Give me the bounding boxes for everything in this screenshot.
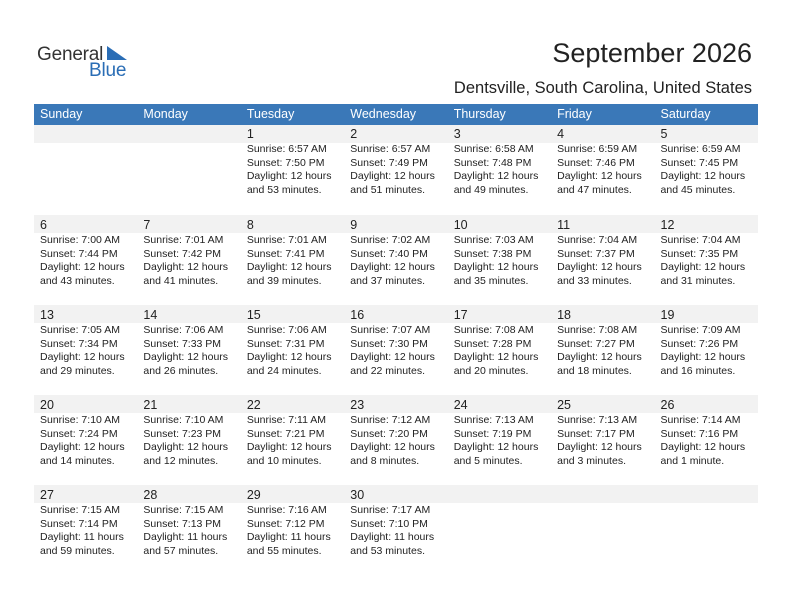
sunrise-time: Sunrise: 7:06 AM [246, 324, 327, 336]
day-info [143, 234, 240, 288]
daylight-hours: Daylight: 12 hours [453, 170, 539, 182]
day-number: 13 [40, 308, 54, 322]
logo-text-blue: Blue [89, 60, 127, 81]
day-info [454, 234, 551, 288]
sunrise-time: Sunrise: 7:15 AM [40, 504, 120, 516]
sunrise-time: Sunrise: 7:03 AM [453, 234, 534, 246]
sunset-time: Sunset: 7:44 PM [40, 247, 118, 260]
daylight-hours: Daylight: 11 hours [350, 531, 435, 543]
daylight-minutes: and 49 minutes. [453, 183, 529, 196]
sunrise-time: Sunrise: 7:04 AM [660, 234, 741, 246]
day-cell [551, 395, 654, 485]
daylight-hours: Daylight: 12 hours [246, 170, 332, 182]
daylight-hours: Daylight: 12 hours [40, 261, 125, 273]
page-title: September 2026 [552, 38, 752, 68]
daylight-minutes: and 47 minutes. [557, 183, 632, 196]
day-cell [448, 395, 551, 485]
day-info [247, 504, 344, 558]
day-cell [655, 305, 758, 395]
daylight-hours: Daylight: 12 hours [350, 351, 435, 363]
daylight-minutes: and 1 minute. [660, 454, 725, 467]
daylight-minutes: and 31 minutes. [660, 274, 736, 287]
day-info [247, 234, 344, 288]
day-info [557, 414, 654, 468]
day-number: 27 [40, 488, 54, 502]
location-subtitle: Dentsville, South Carolina, United States [453, 79, 752, 97]
daylight-hours: Daylight: 12 hours [143, 261, 229, 273]
day-cell [655, 395, 758, 485]
sunset-time: Sunset: 7:37 PM [557, 247, 635, 260]
sunset-time: Sunset: 7:12 PM [246, 517, 325, 530]
weekday-friday: Friday [557, 107, 592, 121]
day-info [661, 234, 758, 288]
sunset-time: Sunset: 7:21 PM [246, 427, 325, 440]
sunrise-time: Sunrise: 7:10 AM [40, 414, 120, 426]
sunrise-time: Sunrise: 7:04 AM [557, 234, 638, 246]
sunrise-time: Sunrise: 7:13 AM [453, 414, 534, 426]
day-info [350, 414, 447, 468]
daylight-minutes: and 37 minutes. [350, 274, 425, 287]
daylight-hours: Daylight: 12 hours [350, 170, 435, 182]
day-cell [137, 305, 240, 395]
sunrise-time: Sunrise: 7:16 AM [246, 504, 327, 516]
sunrise-time: Sunrise: 7:14 AM [660, 414, 741, 426]
day-number: 23 [350, 398, 365, 412]
daylight-hours: Daylight: 12 hours [453, 261, 539, 273]
day-number: 25 [557, 398, 572, 412]
day-info [350, 143, 447, 197]
day-number: 18 [557, 308, 572, 322]
daylight-hours: Daylight: 12 hours [557, 170, 642, 182]
day-number: 30 [350, 488, 365, 502]
day-number: 24 [453, 398, 468, 412]
daylight-hours: Daylight: 12 hours [557, 351, 642, 363]
daylight-hours: Daylight: 12 hours [246, 441, 332, 453]
calendar-week-row [34, 305, 758, 395]
day-info [40, 504, 137, 558]
daylight-hours: Daylight: 11 hours [40, 531, 124, 543]
sunrise-time: Sunrise: 7:00 AM [40, 234, 120, 246]
daylight-hours: Daylight: 11 hours [143, 531, 228, 543]
sunset-time: Sunset: 7:40 PM [350, 247, 428, 260]
day-cell [34, 215, 137, 305]
sunrise-time: Sunrise: 6:59 AM [557, 143, 638, 155]
sunset-time: Sunset: 7:10 PM [350, 517, 428, 530]
daylight-hours: Daylight: 11 hours [246, 531, 331, 543]
day-info [454, 414, 551, 468]
day-cell [551, 305, 654, 395]
daylight-minutes: and 5 minutes. [453, 454, 523, 467]
day-cell [137, 395, 240, 485]
daylight-hours: Daylight: 12 hours [143, 351, 229, 363]
daylight-hours: Daylight: 12 hours [40, 441, 125, 453]
daylight-minutes: and 12 minutes. [143, 454, 219, 467]
day-cell [137, 215, 240, 305]
day-info [40, 414, 137, 468]
calendar-week-row [34, 125, 758, 215]
day-number: 10 [453, 218, 468, 232]
day-info [40, 324, 137, 378]
sunrise-time: Sunrise: 7:01 AM [246, 234, 327, 246]
calendar-week-row [34, 485, 758, 575]
daylight-hours: Daylight: 12 hours [660, 170, 746, 182]
day-number: 29 [246, 488, 261, 502]
weekday-monday: Monday [143, 107, 188, 121]
sunset-time: Sunset: 7:17 PM [557, 427, 635, 440]
calendar-week-row [34, 215, 758, 305]
day-info [40, 234, 137, 288]
daylight-hours: Daylight: 12 hours [453, 351, 539, 363]
sunset-time: Sunset: 7:31 PM [246, 337, 325, 350]
day-cell [344, 395, 447, 485]
day-number: 3 [453, 127, 461, 141]
daylight-minutes: and 22 minutes. [350, 364, 425, 377]
daylight-hours: Daylight: 12 hours [557, 441, 642, 453]
day-cell [34, 485, 137, 575]
sunrise-time: Sunrise: 7:09 AM [660, 324, 741, 336]
day-info [661, 143, 758, 197]
sunrise-time: Sunrise: 7:08 AM [557, 324, 638, 336]
day-info [143, 504, 240, 558]
sunrise-time: Sunrise: 7:11 AM [246, 414, 327, 426]
daylight-hours: Daylight: 12 hours [453, 441, 539, 453]
sunset-time: Sunset: 7:26 PM [660, 337, 739, 350]
daylight-hours: Daylight: 12 hours [350, 261, 435, 273]
weekday-wednesday: Wednesday [350, 107, 417, 121]
sunrise-time: Sunrise: 7:02 AM [350, 234, 431, 246]
day-number: 16 [350, 308, 365, 322]
day-info [247, 324, 344, 378]
sunset-time: Sunset: 7:48 PM [453, 156, 532, 169]
daylight-hours: Daylight: 12 hours [660, 351, 746, 363]
day-number: 26 [660, 398, 675, 412]
sunrise-time: Sunrise: 7:06 AM [143, 324, 224, 336]
daylight-hours: Daylight: 12 hours [660, 441, 746, 453]
day-info [557, 143, 654, 197]
day-info [247, 143, 344, 197]
day-info [350, 234, 447, 288]
day-cell [344, 125, 447, 215]
day-number: 11 [557, 218, 571, 232]
sunrise-time: Sunrise: 7:12 AM [350, 414, 431, 426]
day-number: 17 [453, 308, 468, 322]
day-cell [551, 125, 654, 215]
brand-logo [37, 44, 137, 80]
weekday-thursday: Thursday [453, 107, 506, 121]
sunrise-time: Sunrise: 6:59 AM [660, 143, 741, 155]
day-info [247, 414, 344, 468]
sunset-time: Sunset: 7:50 PM [246, 156, 325, 169]
sunrise-time: Sunrise: 7:08 AM [453, 324, 534, 336]
sunset-time: Sunset: 7:23 PM [143, 427, 222, 440]
day-number: 8 [246, 218, 254, 232]
day-number: 7 [143, 218, 151, 232]
daylight-minutes: and 3 minutes. [557, 454, 626, 467]
sunrise-time: Sunrise: 7:05 AM [40, 324, 120, 336]
daylight-minutes: and 55 minutes. [246, 544, 322, 557]
day-number: 15 [246, 308, 261, 322]
day-info [454, 143, 551, 197]
day-cell [655, 215, 758, 305]
daylight-hours: Daylight: 12 hours [350, 441, 435, 453]
day-number: 5 [660, 127, 668, 141]
sunset-time: Sunset: 7:42 PM [143, 247, 222, 260]
sunset-time: Sunset: 7:13 PM [143, 517, 222, 530]
daylight-minutes: and 10 minutes. [246, 454, 322, 467]
daylight-minutes: and 18 minutes. [557, 364, 632, 377]
sunrise-time: Sunrise: 7:13 AM [557, 414, 638, 426]
sunset-time: Sunset: 7:33 PM [143, 337, 222, 350]
daylight-minutes: and 14 minutes. [40, 454, 115, 467]
weekday-saturday: Saturday [660, 107, 711, 121]
daylight-minutes: and 39 minutes. [246, 274, 322, 287]
day-info [557, 234, 654, 288]
sunset-time: Sunset: 7:19 PM [453, 427, 532, 440]
daylight-hours: Daylight: 12 hours [143, 441, 229, 453]
sunset-time: Sunset: 7:27 PM [557, 337, 635, 350]
daylight-minutes: and 29 minutes. [40, 364, 115, 377]
daylight-minutes: and 33 minutes. [557, 274, 632, 287]
sunset-time: Sunset: 7:14 PM [40, 517, 118, 530]
logo-text-general: General [37, 44, 104, 65]
daylight-minutes: and 51 minutes. [350, 183, 425, 196]
calendar-week-row [34, 395, 758, 485]
day-cell [448, 125, 551, 215]
day-number: 22 [246, 398, 261, 412]
daylight-minutes: and 53 minutes. [246, 183, 322, 196]
sunrise-time: Sunrise: 6:58 AM [453, 143, 534, 155]
day-cell [241, 125, 344, 215]
day-cell [344, 485, 447, 575]
day-number: 28 [143, 488, 158, 502]
daylight-minutes: and 41 minutes. [143, 274, 219, 287]
day-info [143, 414, 240, 468]
daylight-minutes: and 8 minutes. [350, 454, 420, 467]
calendar-grid [34, 125, 758, 575]
sunset-time: Sunset: 7:20 PM [350, 427, 428, 440]
daylight-minutes: and 16 minutes. [660, 364, 736, 377]
weekday-tuesday: Tuesday [246, 107, 295, 121]
sunrise-time: Sunrise: 6:57 AM [350, 143, 431, 155]
day-cell [655, 125, 758, 215]
daylight-minutes: and 24 minutes. [246, 364, 322, 377]
daylight-minutes: and 45 minutes. [660, 183, 736, 196]
day-info [350, 324, 447, 378]
day-number: 14 [143, 308, 158, 322]
sunrise-time: Sunrise: 6:57 AM [246, 143, 327, 155]
day-number: 4 [557, 127, 565, 141]
day-number: 2 [350, 127, 358, 141]
day-cell [137, 485, 240, 575]
sunset-time: Sunset: 7:34 PM [40, 337, 118, 350]
daylight-minutes: and 26 minutes. [143, 364, 219, 377]
day-number: 19 [660, 308, 675, 322]
sunrise-time: Sunrise: 7:01 AM [143, 234, 224, 246]
sunset-time: Sunset: 7:38 PM [453, 247, 532, 260]
day-info [661, 414, 758, 468]
daylight-hours: Daylight: 12 hours [246, 351, 332, 363]
day-cell [448, 215, 551, 305]
day-cell [344, 215, 447, 305]
sunset-time: Sunset: 7:24 PM [40, 427, 118, 440]
daylight-hours: Daylight: 12 hours [246, 261, 332, 273]
day-number: 20 [40, 398, 54, 412]
sunset-time: Sunset: 7:30 PM [350, 337, 428, 350]
day-info [143, 324, 240, 378]
day-cell [344, 305, 447, 395]
sunrise-time: Sunrise: 7:15 AM [143, 504, 224, 516]
daylight-minutes: and 57 minutes. [143, 544, 219, 557]
sunrise-time: Sunrise: 7:17 AM [350, 504, 431, 516]
day-number: 9 [350, 218, 358, 232]
sunset-time: Sunset: 7:41 PM [246, 247, 325, 260]
daylight-minutes: and 43 minutes. [40, 274, 115, 287]
daylight-hours: Daylight: 12 hours [40, 351, 125, 363]
sunrise-time: Sunrise: 7:07 AM [350, 324, 431, 336]
day-cell [551, 215, 654, 305]
day-cell [34, 305, 137, 395]
day-cell [241, 485, 344, 575]
sunset-time: Sunset: 7:45 PM [660, 156, 739, 169]
daylight-minutes: and 59 minutes. [40, 544, 115, 557]
daylight-minutes: and 20 minutes. [453, 364, 529, 377]
sunset-time: Sunset: 7:16 PM [660, 427, 739, 440]
daylight-hours: Daylight: 12 hours [660, 261, 746, 273]
day-info [454, 324, 551, 378]
weekday-sunday: Sunday [40, 107, 83, 121]
day-cell [34, 395, 137, 485]
day-cell [241, 305, 344, 395]
day-info [557, 324, 654, 378]
sunset-time: Sunset: 7:28 PM [453, 337, 532, 350]
sunset-time: Sunset: 7:46 PM [557, 156, 635, 169]
day-number: 1 [246, 127, 254, 141]
day-cell [448, 305, 551, 395]
daylight-minutes: and 53 minutes. [350, 544, 425, 557]
day-cell [241, 395, 344, 485]
day-number: 12 [660, 218, 675, 232]
daylight-minutes: and 35 minutes. [453, 274, 529, 287]
day-number: 6 [40, 218, 47, 232]
sunset-time: Sunset: 7:35 PM [660, 247, 739, 260]
day-number: 21 [143, 398, 158, 412]
day-info [350, 504, 447, 558]
daylight-hours: Daylight: 12 hours [557, 261, 642, 273]
logo-flag-icon [107, 46, 127, 62]
sunrise-time: Sunrise: 7:10 AM [143, 414, 224, 426]
weekday-header [34, 104, 758, 125]
day-info [661, 324, 758, 378]
sunset-time: Sunset: 7:49 PM [350, 156, 428, 169]
day-cell [241, 215, 344, 305]
